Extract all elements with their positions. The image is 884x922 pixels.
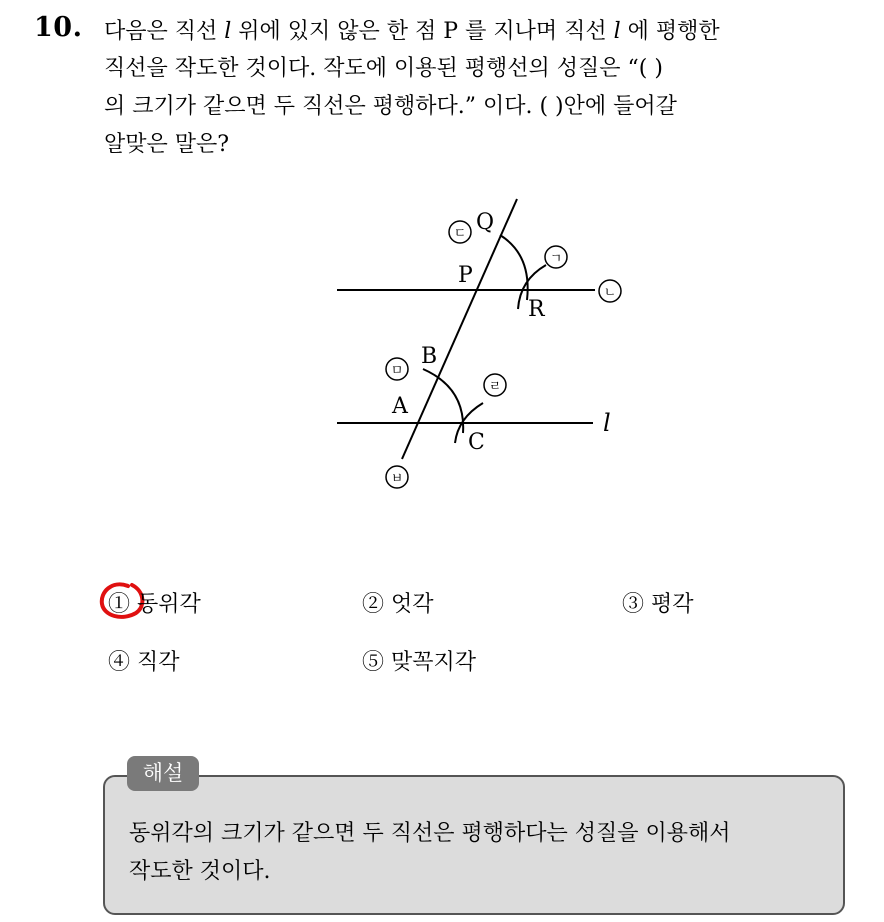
explanation-line-2: 작도한 것이다. xyxy=(129,859,271,884)
svg-text:ㄹ: ㄹ xyxy=(488,379,502,395)
label-l: l xyxy=(603,409,611,437)
circle-label-c1 xyxy=(449,221,471,243)
choice-4[interactable]: ④ 직각 xyxy=(108,650,180,675)
circle-label-c5 xyxy=(484,374,506,396)
label-q: Q xyxy=(476,210,495,235)
choice-2[interactable]: ② 엇각 xyxy=(362,592,434,617)
question-line-2: 직선을 작도한 것이다. 작도에 이용된 평행선의 성질은 “( ) xyxy=(104,56,663,81)
question-line-4: 알맞은 말은? xyxy=(104,132,230,157)
label-b: B xyxy=(421,344,438,369)
question-number: 10. xyxy=(34,12,83,43)
label-r: R xyxy=(528,297,545,322)
explanation-tag: 해설 xyxy=(127,756,199,791)
circle-label-c4 xyxy=(386,358,408,380)
choice-1[interactable]: ① 동위각 xyxy=(108,592,201,617)
svg-text:ㄱ: ㄱ xyxy=(549,251,563,267)
circle-label-c6 xyxy=(386,466,408,488)
label-c: C xyxy=(468,430,485,455)
question-line-3: 의 크기가 같으면 두 직선은 평행하다.” 이다. ( )안에 들어갈 xyxy=(104,94,677,119)
choice-5[interactable]: ⑤ 맞꼭지각 xyxy=(362,650,477,675)
svg-text:ㄷ: ㄷ xyxy=(453,226,467,242)
svg-text:ㅂ: ㅂ xyxy=(390,471,404,487)
explanation-text xyxy=(129,815,731,891)
explanation-line-1: 동위각의 크기가 같으면 두 직선은 평행하다는 성질을 이용해서 xyxy=(129,821,731,846)
circle-label-c2 xyxy=(545,246,567,268)
svg-text:ㅁ: ㅁ xyxy=(390,363,404,379)
svg-text:ㄴ: ㄴ xyxy=(603,285,617,301)
question-line-1: 다음은 직선 l 위에 있지 않은 한 점 P 를 지나며 직선 l 에 평행한 xyxy=(104,19,720,44)
choice-3[interactable]: ③ 평각 xyxy=(622,592,694,617)
label-p: P xyxy=(458,263,473,288)
label-a: A xyxy=(392,394,408,419)
circle-label-c3 xyxy=(599,280,621,302)
